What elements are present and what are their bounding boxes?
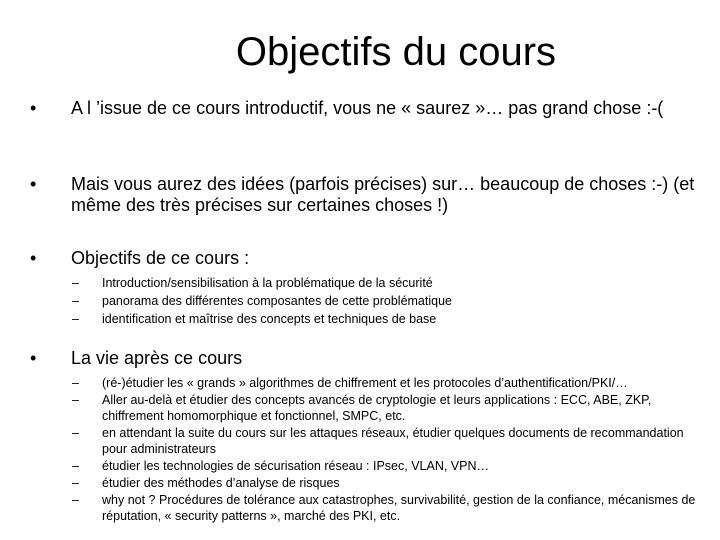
sub-item: Aller au-delà et étudier des concepts avancés de cryptologie et leurs applications : ECC, ABE, ZKP, chiffrement homomorphique et fonctionnel, SMPC, etc. bbox=[102, 393, 652, 423]
bullet-mark: • bbox=[30, 248, 37, 268]
sub-mark: – bbox=[72, 276, 79, 290]
bullet-text: Objectifs de ce cours : bbox=[71, 248, 250, 268]
sub-mark: – bbox=[72, 312, 79, 326]
bullet-item bbox=[30, 98, 700, 119]
sub-item: panorama des différentes composantes de cette problématique bbox=[102, 294, 452, 308]
sub-item: (ré-)étudier les « grands » algorithmes de chiffrement et les protocoles d’authentification/PKI/… bbox=[102, 376, 628, 390]
sub-mark: – bbox=[72, 426, 79, 440]
sub-mark: – bbox=[72, 493, 79, 507]
sub-item: identification et maîtrise des concepts et techniques de base bbox=[102, 312, 437, 326]
sub-item: why not ? Procédures de tolérance aux catastrophes, survivabilité, gestion de la confiance, mécanismes de réputation, « security patterns », marché des PKI, etc. bbox=[102, 493, 696, 523]
bullet-mark: • bbox=[30, 98, 37, 118]
sub-mark: – bbox=[72, 376, 79, 390]
bullet-text: La vie après ce cours bbox=[71, 348, 243, 368]
bullet-text: Mais vous aurez des idées (parfois précises) sur… beaucoup de choses :-) (et même des très précises sur certaines choses !) bbox=[71, 174, 695, 215]
sub-mark: – bbox=[72, 459, 79, 473]
sub-item: Introduction/sensibilisation à la problématique de la sécurité bbox=[102, 276, 433, 290]
sub-list bbox=[30, 274, 700, 328]
sub-list bbox=[30, 375, 700, 524]
sub-item: étudier les technologies de sécurisation réseau : IPsec, VLAN, VPN… bbox=[102, 459, 490, 473]
bullet-mark: • bbox=[30, 174, 37, 194]
sub-item: étudier des méthodes d’analyse de risques bbox=[102, 476, 340, 490]
slide-title: Objectifs du cours bbox=[235, 30, 557, 74]
bullet-mark: • bbox=[30, 348, 37, 368]
sub-mark: – bbox=[72, 393, 79, 407]
bullet-text: A l ’issue de ce cours introductif, vous ne « saurez »… pas grand chose :-( bbox=[71, 98, 664, 118]
bullet-item bbox=[30, 348, 700, 525]
sub-mark: – bbox=[72, 476, 79, 490]
bullet-item bbox=[30, 174, 700, 216]
bullet-item bbox=[30, 248, 700, 328]
sub-item: en attendant la suite du cours sur les attaques réseaux, étudier quelques documents de recommandation pour administrateurs bbox=[102, 426, 684, 456]
sub-mark: – bbox=[72, 294, 79, 308]
